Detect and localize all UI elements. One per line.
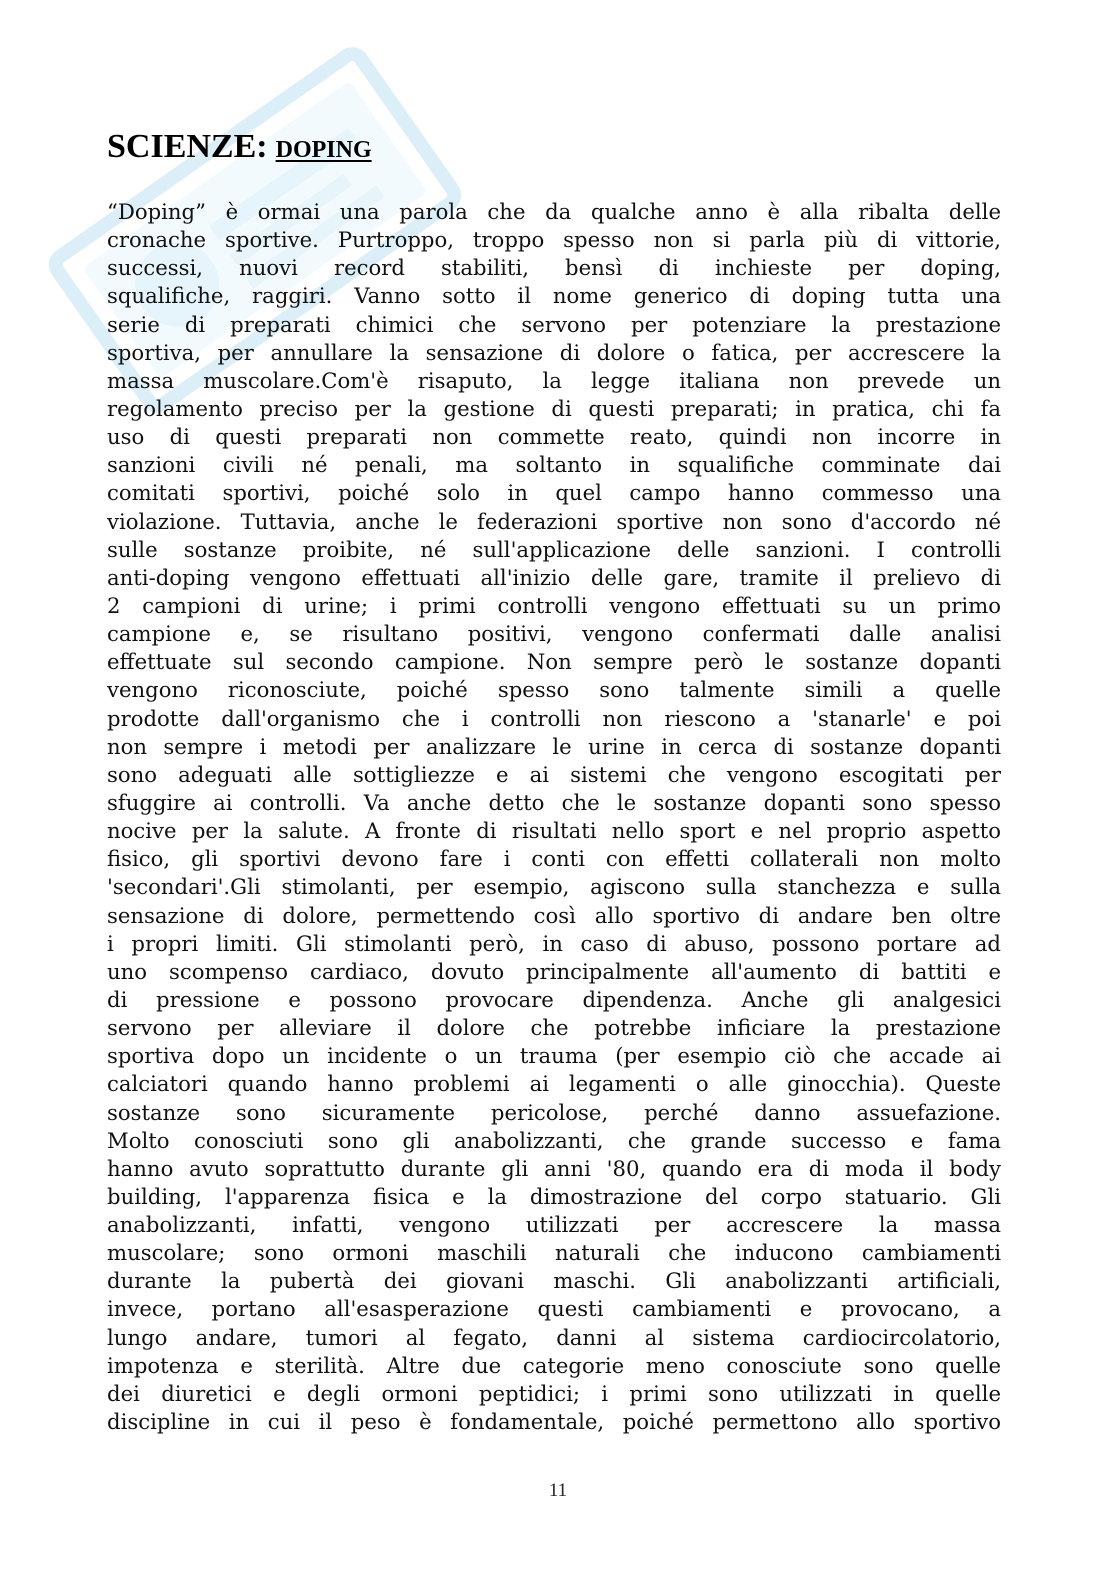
text-line: 'secondari'.Gli stimolanti, per esempio, agiscono sulla stanchezza e sulla [107, 874, 1001, 900]
title-subject: DOPING [275, 137, 372, 163]
body-paragraph [107, 198, 1001, 1436]
text-line: successi, nuovi record stabiliti, bensì di inchieste per doping, [107, 255, 1001, 281]
text-line: fisico, gli sportivi devono fare i conti con effetti collaterali non molto [107, 846, 1001, 872]
text-line: uso di questi preparati non commette reato, quindi non incorre in [107, 424, 1001, 450]
text-line: campione e, se risultano positivi, vengono confermati dalle analisi [107, 621, 1001, 647]
text-line: uno scompenso cardiaco, dovuto principalmente all'aumento di battiti e [107, 958, 1001, 984]
text-line: calciatori quando hanno problemi ai legamenti o alle ginocchia). Queste [107, 1071, 1001, 1097]
text-line: building, l'apparenza fisica e la dimostrazione del corpo statuario. Gli [107, 1183, 1001, 1209]
page-title [107, 130, 372, 164]
text-line: sensazione di dolore, permettendo così allo sportivo di andare ben oltre [107, 902, 1001, 928]
text-line: 2 campioni di urine; i primi controlli vengono effettuati su un primo [107, 592, 1001, 618]
text-line: sulle sostanze proibite, né sull'applicazione delle sanzioni. I controlli [107, 536, 1001, 562]
text-line: violazione. Tuttavia, anche le federazioni sportive non sono d'accordo né [107, 508, 1001, 534]
text-line: sanzioni civili né penali, ma soltanto in squalifiche comminate dai [107, 452, 1001, 478]
text-line: durante la pubertà dei giovani maschi. Gli anabolizzanti artificiali, [107, 1268, 1001, 1294]
text-line: massa muscolare.Com'è risaputo, la legge italiana non prevede un [107, 367, 1001, 393]
text-line: muscolare; sono ormoni maschili naturali che inducono cambiamenti [107, 1240, 1001, 1266]
title-main: SCIENZE: [107, 128, 268, 165]
text-line: discipline in cui il peso è fondamentale, poiché permettono allo sportivo [107, 1409, 1001, 1435]
text-line: sportiva, per annullare la sensazione di dolore o fatica, per accrescere la [107, 339, 1001, 365]
text-line: sfuggire ai controlli. Va anche detto che le sostanze dopanti sono spesso [107, 789, 1001, 815]
text-line: squalifiche, raggiri. Vanno sotto il nome generico di doping tutta una [107, 283, 1001, 309]
text-line: impotenza e sterilità. Altre due categorie meno conosciute sono quelle [107, 1352, 1001, 1378]
text-line: regolamento preciso per la gestione di questi preparati; in pratica, chi fa [107, 395, 1001, 421]
text-line: Molto conosciuti sono gli anabolizzanti, che grande successo e fama [107, 1127, 1001, 1153]
text-line: sostanze sono sicuramente pericolose, perché danno assuefazione. [107, 1099, 1001, 1125]
text-line: anabolizzanti, infatti, vengono utilizzati per accrescere la massa [107, 1212, 1001, 1238]
text-line: effettuate sul secondo campione. Non sempre però le sostanze dopanti [107, 649, 1001, 675]
text-line: di pressione e possono provocare dipendenza. Anche gli analgesici [107, 986, 1001, 1012]
text-line: non sempre i metodi per analizzare le urine in cerca di sostanze dopanti [107, 733, 1001, 759]
page-number: 11 [548, 1480, 568, 1501]
text-line: “Doping” è ormai una parola che da qualche anno è alla ribalta delle [107, 199, 1001, 224]
text-line: anti-doping vengono effettuati all'inizio delle gare, tramite il prelievo di [107, 564, 1001, 590]
text-line: cronache sportive. Purtroppo, troppo spesso non si parla più di vittorie, [107, 227, 1001, 253]
text-line: comitati sportivi, poiché solo in quel campo hanno commesso una [107, 480, 1001, 506]
text-line: invece, portano all'esasperazione questi cambiamenti e provocano, a [107, 1296, 1001, 1322]
text-line: servono per alleviare il dolore che potrebbe inficiare la prestazione [107, 1015, 1001, 1041]
text-line: nocive per la salute. A fronte di risultati nello sport e nel proprio aspetto [107, 818, 1001, 844]
text-line: sono adeguati alle sottigliezze e ai sistemi che vengono escogitati per [107, 761, 1001, 787]
text-line: serie di preparati chimici che servono per potenziare la prestazione [107, 311, 1001, 337]
text-line: i propri limiti. Gli stimolanti però, in caso di abuso, possono portare ad [107, 930, 1001, 956]
text-line: lungo andare, tumori al fegato, danni al sistema cardiocircolatorio, [107, 1324, 1001, 1350]
text-line: prodotte dall'organismo che i controlli non riescono a 'stanarle' e poi [107, 705, 1001, 731]
text-line: sportiva dopo un incidente o un trauma (per esempio ciò che accade ai [107, 1043, 1001, 1069]
text-line: dei diuretici e degli ormoni peptidici; i primi sono utilizzati in quelle [107, 1380, 1001, 1406]
text-line: vengono riconosciute, poiché spesso sono talmente simili a quelle [107, 677, 1001, 703]
text-line: hanno avuto soprattutto durante gli anni '80, quando era di moda il body [107, 1155, 1001, 1181]
